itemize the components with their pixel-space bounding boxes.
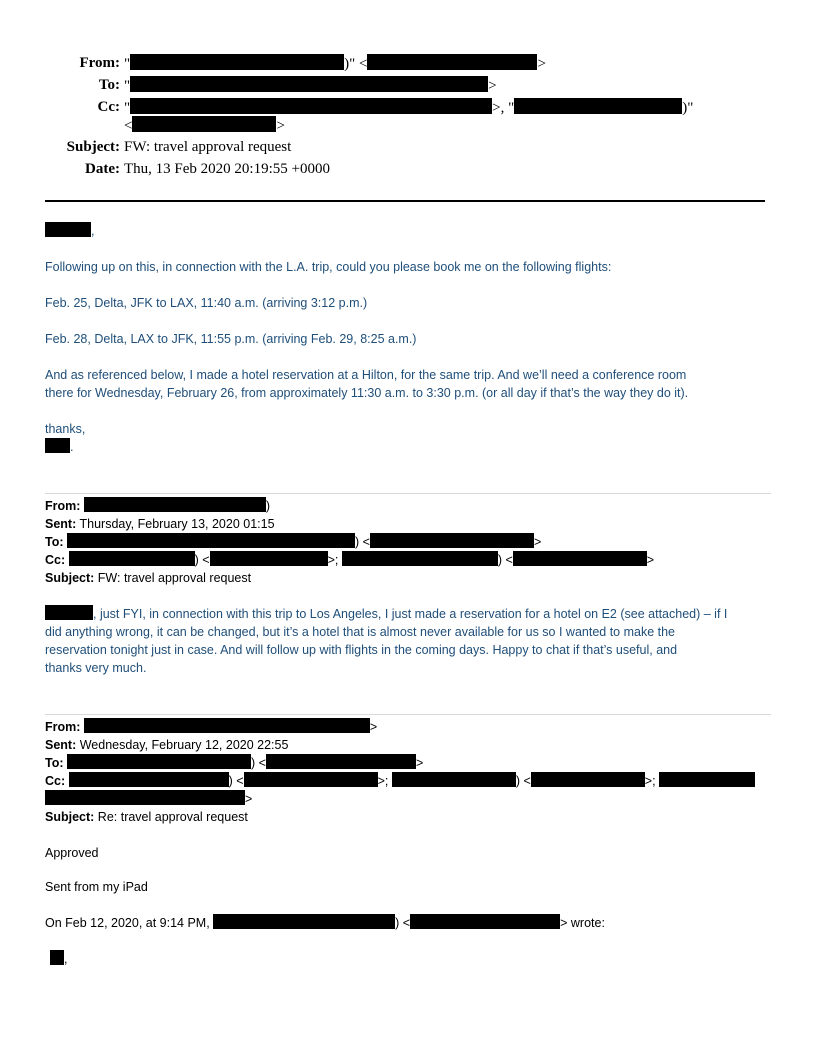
date-label: Date: <box>85 161 120 177</box>
message-divider <box>45 714 771 715</box>
quote-intro: On Feb 12, 2020, at 9:14 PM, ) < > wrote: <box>45 916 605 930</box>
redaction <box>45 605 93 620</box>
redaction <box>659 772 755 787</box>
redaction <box>67 754 251 769</box>
message-line: thanks very much. <box>45 661 147 675</box>
redaction <box>392 772 516 787</box>
redaction <box>342 551 498 566</box>
redaction <box>45 790 245 805</box>
ipad-signature: Sent from my iPad <box>45 880 148 894</box>
quoted-greeting: , <box>50 950 67 968</box>
subject-label: Subject: <box>66 139 120 155</box>
cc-value-cont: < > <box>124 118 285 134</box>
redaction <box>45 222 91 237</box>
msg2-subject: Subject: FW: travel approval request <box>45 571 252 585</box>
to-value: " > <box>124 78 497 94</box>
msg3-sent: Sent: Wednesday, February 12, 2020 22:55 <box>45 738 289 752</box>
redaction <box>513 551 647 566</box>
msg3-subject: Subject: Re: travel approval request <box>45 810 248 824</box>
redaction <box>45 438 70 453</box>
date-value: Thu, 13 Feb 2020 20:19:55 +0000 <box>124 161 330 177</box>
message-line: reservation tonight just in case. And will follow up with flights in the coming days. Happy to chat if that’s useful, and <box>45 643 678 657</box>
redaction <box>67 533 355 548</box>
msg3-cc-cont: > <box>45 790 252 808</box>
redaction <box>210 551 328 566</box>
from-value: " )" < > <box>124 56 546 72</box>
msg2-sent: Sent: Thursday, February 13, 2020 01:15 <box>45 517 275 531</box>
msg2-to: To: ) < > <box>45 535 542 549</box>
redaction <box>84 497 266 512</box>
signature: . <box>45 438 73 456</box>
msg2-from: From: ) <box>45 499 271 513</box>
msg2-cc: Cc: ) < >; ) < > <box>45 553 655 567</box>
msg3-to: To: ) < > <box>45 756 424 770</box>
cc-value: " >, " )" <box>124 100 694 116</box>
redaction <box>410 914 560 929</box>
redaction <box>244 772 378 787</box>
approved-text: Approved <box>45 846 99 860</box>
signoff: thanks, <box>45 422 86 436</box>
redaction <box>50 950 64 965</box>
email-header <box>0 0 816 190</box>
redaction <box>514 98 682 114</box>
flight-line: Feb. 28, Delta, LAX to JFK, 11:55 p.m. (arriving Feb. 29, 8:25 a.m.) <box>45 332 417 346</box>
greeting: , <box>45 222 94 240</box>
from-label: From: <box>79 55 120 71</box>
redaction <box>266 754 416 769</box>
to-label: To: <box>98 77 120 93</box>
message-line: did anything wrong, it can be changed, but it’s a hotel that is almost never available for us so I wanted to make the <box>45 625 676 639</box>
message-line: Following up on this, in connection with the L.A. trip, could you please book me on the following flights: <box>45 260 612 274</box>
header-divider <box>45 200 765 202</box>
redaction <box>370 533 534 548</box>
message-line: there for Wednesday, February 26, from approximately 11:30 a.m. to 3:30 p.m. (or all day if that’s the way they do it). <box>45 386 689 400</box>
msg3-from: From: > <box>45 720 378 734</box>
message-line: , just FYI, in connection with this trip to Los Angeles, I just made a reservation for a hotel on E2 (see attached) – if I <box>45 605 727 623</box>
message-divider <box>45 493 771 494</box>
redaction <box>69 772 229 787</box>
redaction <box>130 54 344 70</box>
redaction <box>213 914 395 929</box>
redaction <box>84 718 370 733</box>
flight-line: Feb. 25, Delta, JFK to LAX, 11:40 a.m. (arriving 3:12 p.m.) <box>45 296 368 310</box>
cc-label: Cc: <box>97 99 120 115</box>
message-line: And as referenced below, I made a hotel reservation at a Hilton, for the same trip. And we’ll need a conference room <box>45 368 687 382</box>
redaction <box>130 98 492 114</box>
redaction <box>531 772 645 787</box>
redaction <box>132 116 276 132</box>
redaction <box>130 76 488 92</box>
subject-value: FW: travel approval request <box>124 139 292 155</box>
redaction <box>69 551 195 566</box>
redaction <box>367 54 537 70</box>
msg3-cc: Cc: ) < >; ) < >; <box>45 772 755 790</box>
